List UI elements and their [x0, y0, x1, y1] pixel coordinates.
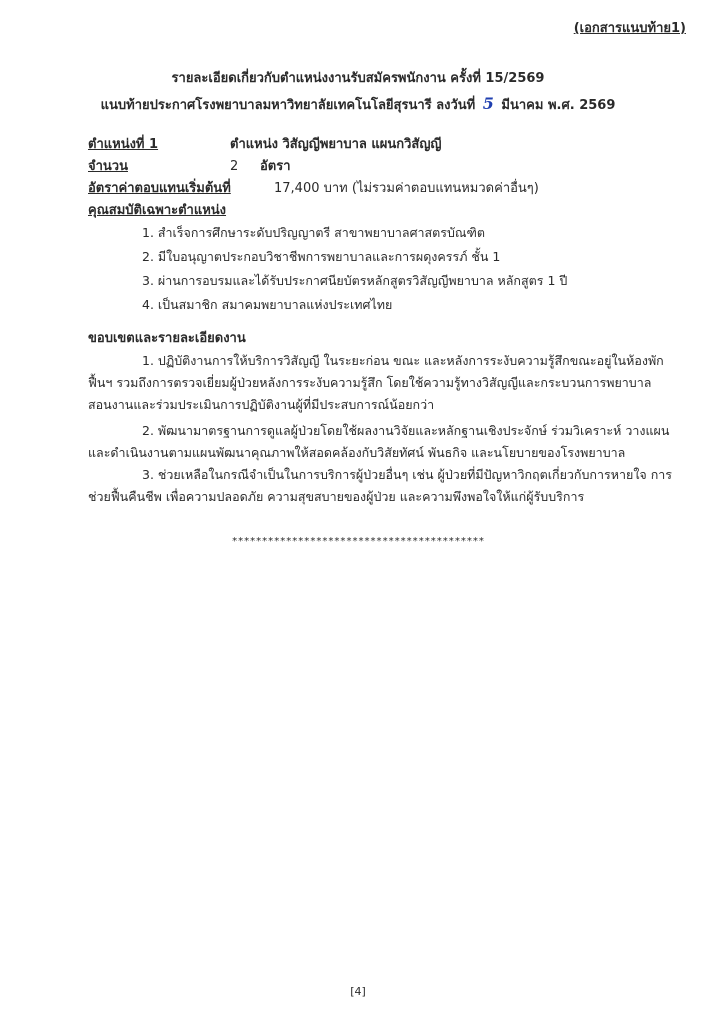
qualification-item: 4. เป็นสมาชิก สมาคมพยาบาลแห่งประเทศไทย [142, 297, 393, 312]
salary-row [88, 180, 539, 199]
salary-label: อัตราค่าตอบแทนเริ่มต้นที่ [88, 181, 231, 196]
count-value: 2 [230, 159, 239, 174]
position-row [88, 136, 442, 155]
qualifications-label: คุณสมบัติเฉพาะตำแหน่ง [88, 203, 227, 218]
scope-paragraph-line: ฟื้นฯ รวมถึงการตรวจเยี่ยมผู้ป่วยหลังการระงับความรู้สึก โดยใช้ความรู้ทางวิสัญญีและกระบวนการพยาบาล [88, 375, 652, 390]
salary-value: 17,400 บาท (ไม่รวมค่าตอบแทนหมวดค่าอื่นๆ) [274, 181, 539, 196]
qualifications-list [142, 224, 567, 320]
qualification-item: 3. ผ่านการอบรมและได้รับประกาศนียบัตรหลักสูตรวิสัญญีพยาบาล หลักสูตร 1 ปี [142, 273, 568, 288]
scope-paragraph-1 [88, 352, 664, 418]
scope-paragraph-line: 3. ช่วยเหลือในกรณีจำเป็นในการบริการผู้ป่วยอื่นๆ เช่น ผู้ป่วยที่มีปัญหาวิกฤตเกี่ยวกับการหายใจ การ [142, 467, 673, 482]
scope-paragraph-line: ช่วยฟื้นคืนชีพ เพื่อความปลอดภัย ความสุขสบายของผู้ป่วย และความพึงพอใจให้แก่ผู้รับบริการ [88, 489, 585, 504]
annex-label: (เอกสารแนบท้าย1) [573, 21, 686, 36]
scope-paragraph-line: 2. พัฒนามาตรฐานการดูแลผู้ป่วยโดยใช้ผลงานวิจัยและหลักฐานเชิงประจักษ์ ร่วมวิเคราะห์ วางแผน [142, 423, 670, 438]
count-unit: อัตรา [260, 159, 291, 174]
page-number: [4] [350, 985, 366, 998]
scope-heading: ขอบเขตและรายละเอียดงาน [88, 331, 246, 346]
scope-paragraph-3 [88, 466, 673, 510]
scope-paragraph-line: สอนงานและร่วมประเมินการปฏิบัติงานผู้ที่มีประสบการณ์น้อยกว่า [88, 397, 435, 412]
scope-paragraph-2 [88, 422, 670, 466]
position-value: ตำแหน่ง วิสัญญีพยาบาล แผนกวิสัญญี [230, 137, 442, 152]
scope-paragraph-line: และดำเนินงานตามแผนพัฒนาคุณภาพให้สอดคล้องกับวิสัยทัศน์ พันธกิจ และนโยบายของโรงพยาบาล [88, 445, 626, 460]
title-line-2-prefix: แนบท้ายประกาศโรงพยาบาลมหาวิทยาลัยเทคโนโลยีสุรนารี ลงวันที่ [100, 98, 476, 113]
count-row [88, 158, 291, 177]
qualifications-heading-row [88, 202, 226, 221]
document-title-line-2 [0, 92, 716, 116]
count-label: จำนวน [88, 159, 128, 174]
qualification-item: 1. สำเร็จการศึกษาระดับปริญญาตรี สาขาพยาบาลศาสตรบัณฑิต [142, 225, 486, 240]
asterisk-divider: ****************************************** [231, 536, 485, 547]
scope-paragraph-line: 1. ปฏิบัติงานการให้บริการวิสัญญี ในระยะก่อน ขณะ และหลังการระงับความรู้สึกขณะอยู่ในห้องพัก [142, 353, 664, 368]
title-line-2-suffix: มีนาคม พ.ศ. 2569 [501, 98, 616, 113]
qualification-item: 2. มีใบอนุญาตประกอบวิชาชีพการพยาบาลและการผดุงครรภ์ ชั้น 1 [142, 249, 501, 264]
document-title-line-1: รายละเอียดเกี่ยวกับตำแหน่งงานรับสมัครพนักงาน ครั้งที่ 15/2569 [171, 71, 545, 86]
handwritten-day: 5 [482, 94, 494, 113]
position-label: ตำแหน่งที่ 1 [88, 137, 159, 152]
